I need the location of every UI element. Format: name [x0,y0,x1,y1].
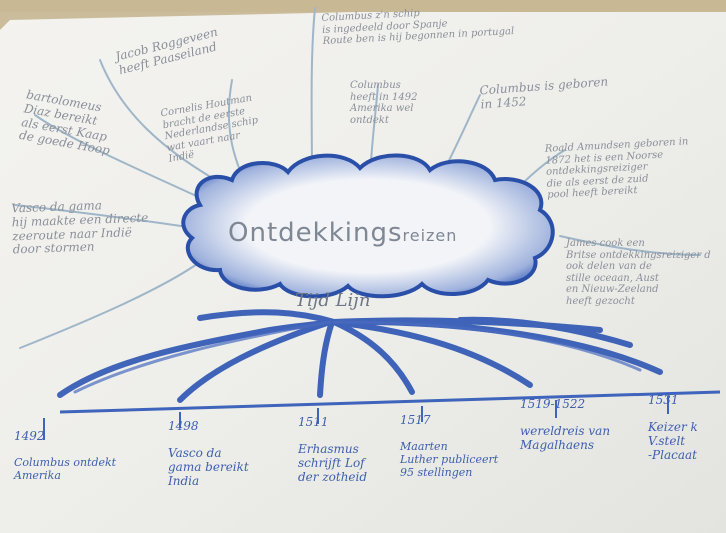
timeline-event: Keizer k V.stelt -Placaat [648,420,698,462]
mindmap-title: Ontdekkingsreizen [228,218,458,248]
timeline-event: Columbus ontdekt Amerika [14,456,117,483]
timeline-year: 1519-1522 [520,396,586,411]
timeline-event: Maarten Luther publiceert 95 stellingen [400,440,499,479]
timeline-year: 1511 [298,414,329,429]
branch-columbus-schip: Columbus z'n schip is ingedeeld door Spanje Route ben is hij begonnen in portugal [321,7,515,47]
timeline-year: 1498 [168,418,199,433]
branch-vasco: Vasco da gama hij maakte een directe zeeroute naar Indië door stormen [11,198,149,257]
branch-james: James cook een Britse ontdekkingsreiziger d ook delen van de stille oceaan, Aust en Nieuw-Zeeland heeft gezocht [566,238,711,307]
timeline-entry-1519 [520,384,610,467]
timeline-year: 1492 [14,428,45,443]
branch-cornelis: Cornelis Houtman bracht de eerste Nederlandse schip wat vaart naar Indië [159,92,259,165]
timeline-year: 1517 [400,412,431,427]
branch-columbus-ontdekt: Columbus heeft in 1492 Amerika wel ontdekt [350,80,418,126]
branch-columbus-geboren: Columbus is geboren in 1452 [479,74,609,112]
timeline-label: Tijd Lijn [295,290,371,311]
branch-bartolomeus: bartolomeus Diaz bereikt als eerst Kaap de goede Hoop [18,87,111,158]
timeline-entry-1511 [298,402,367,499]
timeline-event: Vasco da gama bereikt India [168,446,249,488]
timeline-entry-1531 [648,380,698,477]
branch-jacob: Jacob Roggeveen heeft Paaseiland [113,24,220,78]
timeline-entry-1498 [168,406,249,503]
timeline-year: 1531 [648,392,679,407]
timeline-entry-1492 [14,416,116,496]
timeline-event: wereldreis van Magalhaens [520,424,611,453]
timeline-entry-1517 [400,400,498,493]
timeline-event: Erhasmus schrijft Lof der zotheid [298,442,368,484]
branch-roald: Roald Amundsen geboren in 1872 het is een Noorse ontdekkingsreiziger die als eerst de zuid pool heeft bereikt [544,136,689,201]
